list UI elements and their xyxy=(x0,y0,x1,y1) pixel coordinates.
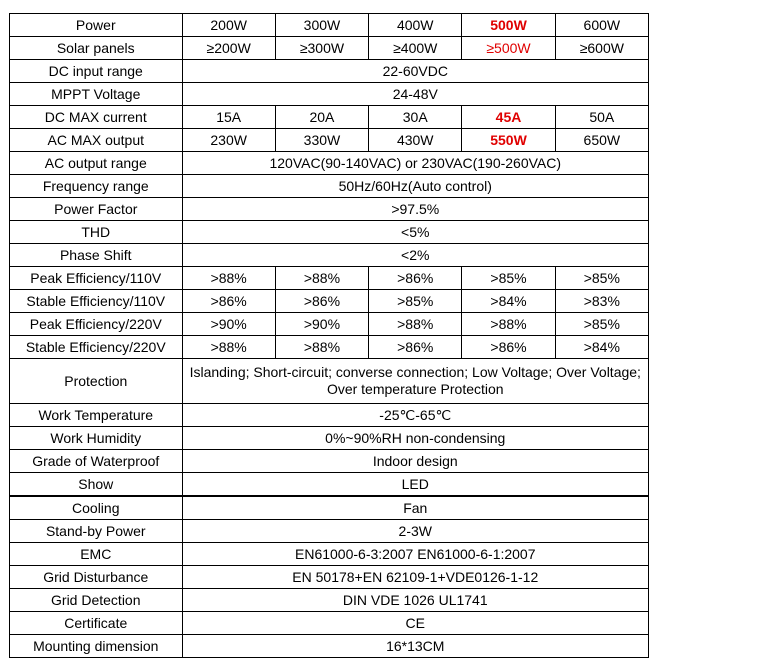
table-row xyxy=(10,106,649,129)
row-label: MPPT Voltage xyxy=(10,83,183,106)
value-cell: 500W xyxy=(462,14,555,37)
spanned-value-cell: 2-3W xyxy=(182,520,648,543)
row-label: Peak Efficiency/110V xyxy=(10,267,183,290)
row-label: Grid Detection xyxy=(10,589,183,612)
row-label: Grade of Waterproof xyxy=(10,450,183,473)
value-cell: >86% xyxy=(182,290,275,313)
spanned-value-cell: <5% xyxy=(182,221,648,244)
spanned-value-cell: Indoor design xyxy=(182,450,648,473)
value-cell: 50A xyxy=(555,106,648,129)
value-cell: ≥200W xyxy=(182,37,275,60)
value-cell: ≥500W xyxy=(462,37,555,60)
value-cell: 15A xyxy=(182,106,275,129)
spanned-value-cell: -25℃-65℃ xyxy=(182,404,648,427)
value-cell: >83% xyxy=(555,290,648,313)
row-label: Peak Efficiency/220V xyxy=(10,313,183,336)
row-label: Work Temperature xyxy=(10,404,183,427)
value-cell: ≥400W xyxy=(369,37,462,60)
row-label: Stable Efficiency/110V xyxy=(10,290,183,313)
row-label: DC MAX current xyxy=(10,106,183,129)
spanned-value-cell: 16*13CM xyxy=(182,635,648,658)
spanned-value-cell: >97.5% xyxy=(182,198,648,221)
table-row xyxy=(10,589,649,612)
row-label: Solar panels xyxy=(10,37,183,60)
spanned-value-cell: 22-60VDC xyxy=(182,60,648,83)
value-cell: >86% xyxy=(462,336,555,359)
value-cell: 20A xyxy=(275,106,368,129)
row-label: Grid Disturbance xyxy=(10,566,183,589)
row-label: Work Humidity xyxy=(10,427,183,450)
row-label: Phase Shift xyxy=(10,244,183,267)
table-row xyxy=(10,198,649,221)
spanned-value-cell: DIN VDE 1026 UL1741 xyxy=(182,589,648,612)
row-label: THD xyxy=(10,221,183,244)
row-label: Mounting dimension xyxy=(10,635,183,658)
spanned-value-cell: 24-48V xyxy=(182,83,648,106)
table-row xyxy=(10,450,649,473)
table-row xyxy=(10,267,649,290)
table-row xyxy=(10,129,649,152)
spanned-value-cell: LED xyxy=(182,473,648,497)
row-label: Frequency range xyxy=(10,175,183,198)
spanned-value-cell: <2% xyxy=(182,244,648,267)
value-cell: 330W xyxy=(275,129,368,152)
table-row xyxy=(10,290,649,313)
value-cell: 30A xyxy=(369,106,462,129)
value-cell: >84% xyxy=(462,290,555,313)
value-cell: 300W xyxy=(275,14,368,37)
value-cell: >85% xyxy=(462,267,555,290)
spec-table-body xyxy=(10,14,649,658)
table-row xyxy=(10,359,649,404)
spanned-value-cell: Islanding; Short-circuit; converse connection; Low Voltage; Over Voltage; Over temperature Protection xyxy=(182,359,648,404)
value-cell: ≥300W xyxy=(275,37,368,60)
value-cell: >86% xyxy=(369,267,462,290)
value-cell: >88% xyxy=(182,336,275,359)
row-label: DC input range xyxy=(10,60,183,83)
value-cell: 550W xyxy=(462,129,555,152)
value-cell: 45A xyxy=(462,106,555,129)
spanned-value-cell: 120VAC(90-140VAC) or 230VAC(190-260VAC) xyxy=(182,152,648,175)
table-row xyxy=(10,566,649,589)
value-cell: 600W xyxy=(555,14,648,37)
value-cell: >88% xyxy=(182,267,275,290)
table-row xyxy=(10,520,649,543)
value-cell: >85% xyxy=(555,313,648,336)
spanned-value-cell: 0%~90%RH non-condensing xyxy=(182,427,648,450)
table-row xyxy=(10,14,649,37)
row-label: Cooling xyxy=(10,496,183,520)
value-cell: 400W xyxy=(369,14,462,37)
value-cell: ≥600W xyxy=(555,37,648,60)
row-label: AC output range xyxy=(10,152,183,175)
row-label: Show xyxy=(10,473,183,497)
table-row xyxy=(10,612,649,635)
value-cell: >86% xyxy=(275,290,368,313)
table-row xyxy=(10,404,649,427)
spanned-value-cell: EN61000-6-3:2007 EN61000-6-1:2007 xyxy=(182,543,648,566)
value-cell: 650W xyxy=(555,129,648,152)
table-row xyxy=(10,60,649,83)
row-label: Protection xyxy=(10,359,183,404)
table-row xyxy=(10,543,649,566)
value-cell: >85% xyxy=(369,290,462,313)
spanned-value-cell: CE xyxy=(182,612,648,635)
row-label: Certificate xyxy=(10,612,183,635)
row-label: EMC xyxy=(10,543,183,566)
row-label: Stand-by Power xyxy=(10,520,183,543)
value-cell: 430W xyxy=(369,129,462,152)
value-cell: 200W xyxy=(182,14,275,37)
value-cell: 230W xyxy=(182,129,275,152)
value-cell: >88% xyxy=(275,336,368,359)
value-cell: >88% xyxy=(462,313,555,336)
table-row xyxy=(10,427,649,450)
spanned-value-cell: EN 50178+EN 62109-1+VDE0126-1-12 xyxy=(182,566,648,589)
table-row xyxy=(10,221,649,244)
value-cell: >88% xyxy=(369,313,462,336)
value-cell: >85% xyxy=(555,267,648,290)
table-row xyxy=(10,635,649,658)
row-label: Power xyxy=(10,14,183,37)
value-cell: >90% xyxy=(275,313,368,336)
spanned-value-cell: Fan xyxy=(182,496,648,520)
table-row xyxy=(10,175,649,198)
table-row xyxy=(10,37,649,60)
row-label: Power Factor xyxy=(10,198,183,221)
table-row xyxy=(10,336,649,359)
row-label: AC MAX output xyxy=(10,129,183,152)
spanned-value-cell: 50Hz/60Hz(Auto control) xyxy=(182,175,648,198)
row-label: Stable Efficiency/220V xyxy=(10,336,183,359)
table-row xyxy=(10,152,649,175)
table-row xyxy=(10,83,649,106)
table-row xyxy=(10,313,649,336)
value-cell: >90% xyxy=(182,313,275,336)
value-cell: >84% xyxy=(555,336,648,359)
value-cell: >88% xyxy=(275,267,368,290)
spec-table xyxy=(9,13,649,658)
value-cell: >86% xyxy=(369,336,462,359)
table-row xyxy=(10,473,649,497)
table-row xyxy=(10,244,649,267)
table-row xyxy=(10,496,649,520)
